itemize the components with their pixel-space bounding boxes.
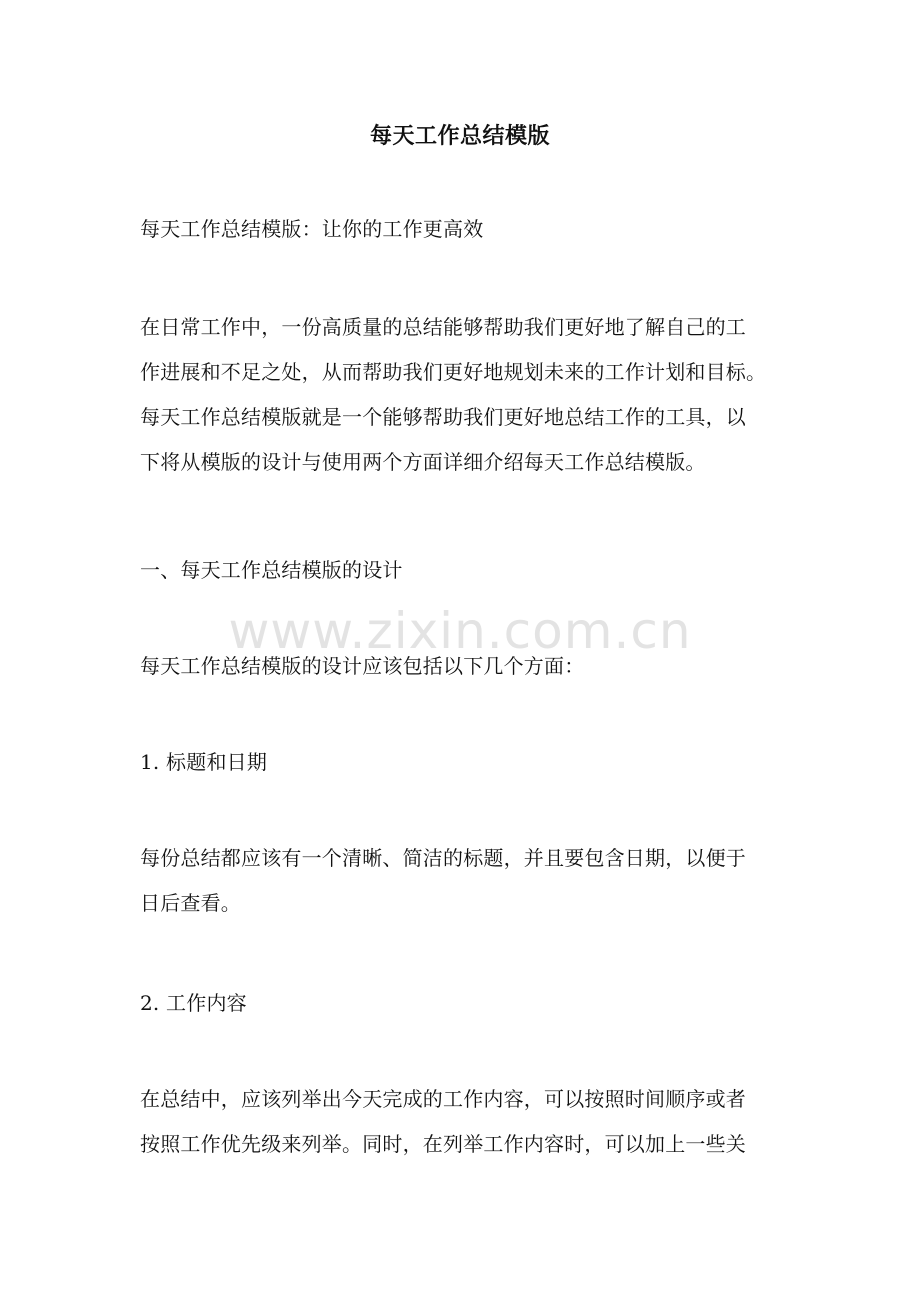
item2-body-paragraph <box>140 1077 790 1167</box>
section1-lead-text: 每天工作总结模版的设计应该包括以下几个方面： <box>140 654 585 678</box>
subtitle-line: 每天工作总结模版：让你的工作更高效 <box>140 217 484 241</box>
intro-line: 作进展和不足之处，从而帮助我们更好地规划未来的工作计划和目标。 <box>140 360 767 384</box>
intro-line: 在日常工作中，一份高质量的总结能够帮助我们更好地了解自己的工 <box>140 315 746 339</box>
item1-body-paragraph <box>140 836 790 926</box>
section1-heading-text: 一、每天工作总结模版的设计 <box>140 558 403 582</box>
item1-heading-text: 1. 标题和日期 <box>140 750 268 774</box>
watermark: www.zixin.com.cn <box>228 602 692 660</box>
section1-lead-paragraph <box>140 644 790 689</box>
item2-heading-text: 2. 工作内容 <box>140 991 247 1015</box>
subtitle-paragraph <box>140 207 790 252</box>
document-title: 每天工作总结模版 <box>369 123 550 149</box>
section1-heading <box>140 548 790 593</box>
intro-line: 下将从模版的设计与使用两个方面详细介绍每天工作总结模版。 <box>140 450 706 474</box>
item2-body-line: 按照工作优先级来列举。同时，在列举工作内容时，可以加上一些关 <box>140 1132 746 1156</box>
item1-body-line: 日后查看。 <box>140 891 241 915</box>
item1-body-line: 每份总结都应该有一个清晰、简洁的标题，并且要包含日期，以便于 <box>140 846 746 870</box>
intro-line: 每天工作总结模版就是一个能够帮助我们更好地总结工作的工具，以 <box>140 405 746 429</box>
intro-paragraph <box>140 305 790 485</box>
item2-heading <box>140 981 790 1026</box>
item2-body-line: 在总结中，应该列举出今天完成的工作内容，可以按照时间顺序或者 <box>140 1087 746 1111</box>
item1-heading <box>140 740 790 785</box>
